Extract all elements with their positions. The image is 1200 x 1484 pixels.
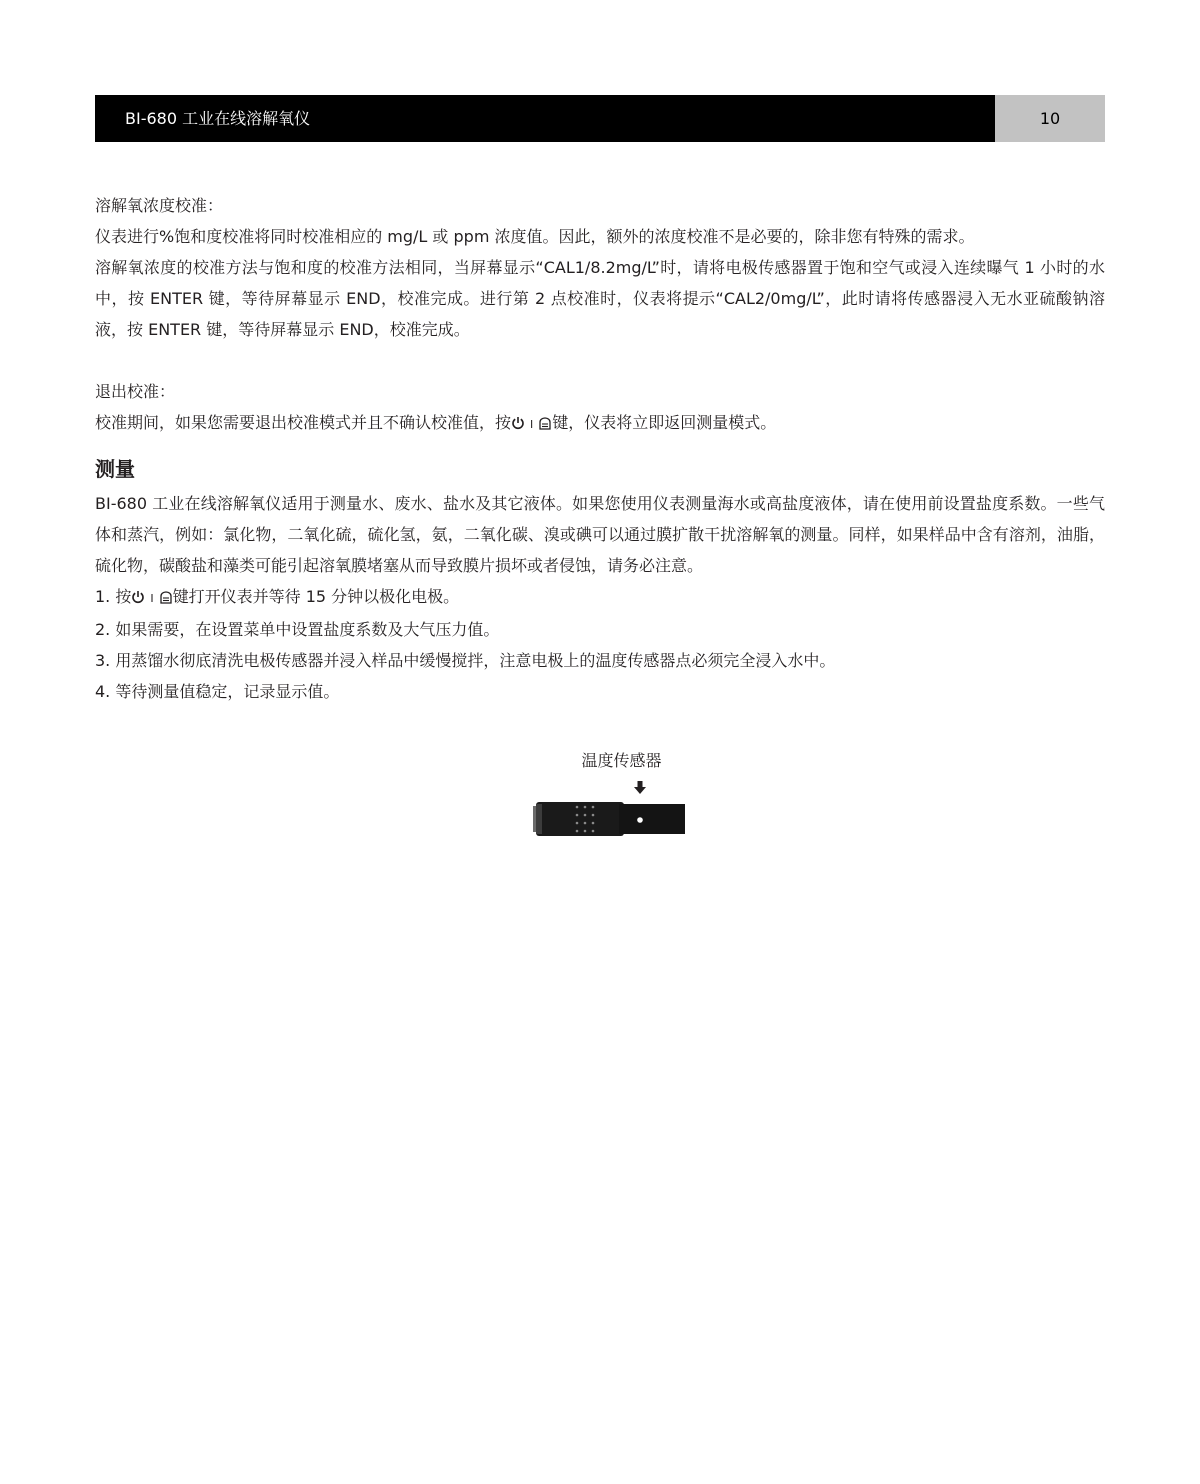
arrow-down-icon: [633, 781, 647, 795]
measurement-step-2: 2. 如果需要，在设置菜单中设置盐度系数及大气压力值。: [95, 620, 500, 639]
temperature-sensor-label: 温度传感器: [581, 751, 662, 770]
power-icon: [511, 409, 525, 440]
key-separator: I: [150, 592, 154, 605]
do-calibration-para2: 溶解氧浓度的校准方法与饱和度的校准方法相同，当屏幕显示“CAL1/8.2mg/L”时，请将电极传感器置于饱和空气或浸入连续曝气 1 小时的水中，按 ENTER 键，等待屏幕显示 END，校准完成。进行第 2 点校准时，仪表将提示“CAL2/0mg/L”，此时请将传感器浸入无水亚硫酸钠溶液，按 ENTER 键，等待屏幕显示 END，校准完成。: [95, 258, 1105, 339]
do-calibration-heading: 溶解氧浓度校准：: [95, 196, 224, 215]
measurement-heading: 测量: [95, 457, 135, 481]
header-bar: [95, 95, 995, 142]
menu-key-icon: [159, 583, 173, 614]
measurement-step-3: 3. 用蒸馏水彻底清洗电极传感器并浸入样品中缓慢搅拌，注意电极上的温度传感器点必须完全浸入水中。: [95, 651, 836, 670]
key-separator: I: [530, 418, 534, 431]
step1-suffix: 键打开仪表并等待 15 分钟以极化电极。: [172, 587, 460, 606]
electrode-probe-image: [533, 800, 685, 836]
measurement-para: BI-680 工业在线溶解氧仪适用于测量水、废水、盐水及其它液体。如果您使用仪表测量海水或高盐度液体，请在使用前设置盐度系数。一些气体和蒸汽，例如：氯化物，二氧化硫，硫化氢，氨，二氧化碳、溴或碘可以通过膜扩散干扰溶解氧的测量。同样，如果样品中含有溶剂，油脂，硫化物，碳酸盐和藻类可能引起溶氧膜堵塞从而导致膜片损坏或者侵蚀，请务必注意。: [95, 494, 1105, 575]
exit-text-before: 校准期间，如果您需要退出校准模式并且不确认校准值，按: [95, 413, 512, 432]
menu-key-icon: [538, 409, 552, 440]
electrode-figure: [533, 748, 693, 848]
exit-text-after: 键，仪表将立即返回测量模式。: [552, 413, 777, 432]
document-body: [95, 190, 1105, 707]
exit-calibration-text: [95, 407, 1105, 440]
exit-calibration-heading: 退出校准：: [95, 382, 176, 401]
spacer: [95, 345, 1105, 376]
measurement-step-4: 4. 等待测量值稳定，记录显示值。: [95, 682, 340, 701]
do-calibration-para1: 仪表进行%饱和度校准将同时校准相应的 mg/L 或 ppm 浓度值。因此，额外的浓度校准不是必要的，除非您有特殊的需求。: [95, 227, 975, 246]
step1-prefix: 1. 按: [95, 587, 132, 606]
power-icon: [131, 583, 145, 614]
header-title: BI-680 工业在线溶解氧仪: [125, 109, 311, 128]
page-number: 10: [995, 95, 1105, 142]
measurement-step-1: [95, 581, 1105, 614]
